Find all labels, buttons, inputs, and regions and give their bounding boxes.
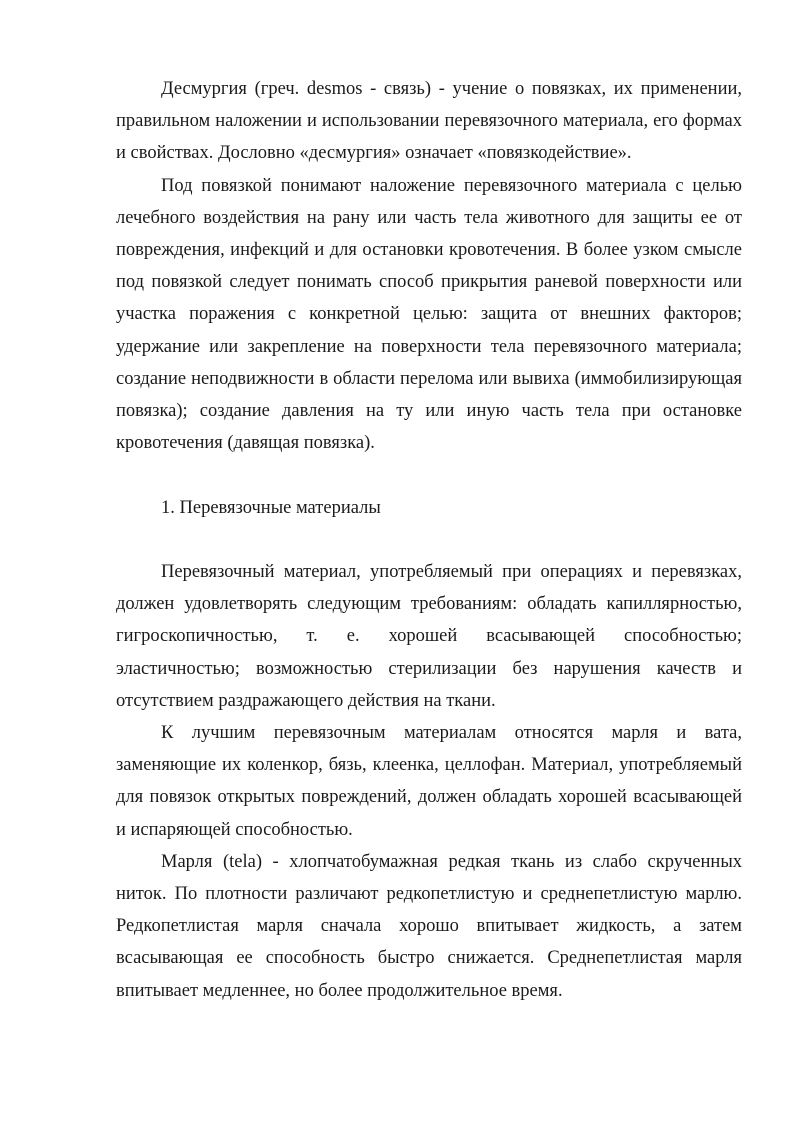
paragraph-desmurgy-definition: Десмургия (греч. desmos - связь) - учение о повязках, их применении, правильном наложении и использовании перевязочного материала, его формах и свойствах. Дословно «десмургия» означает «повязкодействие».	[116, 79, 742, 164]
paragraph-best-materials: К лучшим перевязочным материалам относятся марля и вата, заменяющие их коленкор, бязь, клеенка, целлофан. Материал, употребляемый для повязок открытых повреждений, должен обладать хорошей всасывающей и испаряющей способностью.	[116, 723, 742, 840]
paragraph-gauze: Марля (tela) - хлопчатобумажная редкая ткань из слабо скрученных ниток. По плотности различают редкопетлистую и среднепетлистую марлю. Редкопетлистая марля сначала хорошо впитывает жидкость, а затем всасывающая ее способность быстро снижается. Среднепетлистая марля впитывает медленнее, но более продолжительное время.	[116, 851, 742, 1001]
paragraph-bandage-definition: Под повязкой понимают наложение перевязочного материала с целью лечебного воздействия на рану или часть тела животного для защиты ее от повреждения, инфекций и для остановки кровотечения. В более узком смысле под повязкой следует понимать способ прикрытия раневой поверхности или участка поражения с конкретной целью: защита от внешних факторов; удержание или закрепление на поверхности тела перевязочного материала; создание неподвижности в области перелома или вывиха (иммобилизирующая повязка); создание давления на ту или иную часть тела при остановке кровотечения (давящая повязка).	[116, 175, 742, 454]
section-heading: 1. Перевязочные материалы	[161, 497, 381, 518]
paragraph-material-requirements: Перевязочный материал, употребляемый при операциях и перевязках, должен удовлетворять следующим требованиям: обладать капиллярностью, гигроскопичностью, т. е. хорошей всасывающей способностью; эластичностью; возможностью стерилизации без нарушения качеств и отсутствием раздражающего действия на ткани.	[116, 562, 742, 711]
spacer	[116, 524, 742, 556]
document-body	[116, 73, 742, 1007]
spacer	[116, 459, 742, 491]
